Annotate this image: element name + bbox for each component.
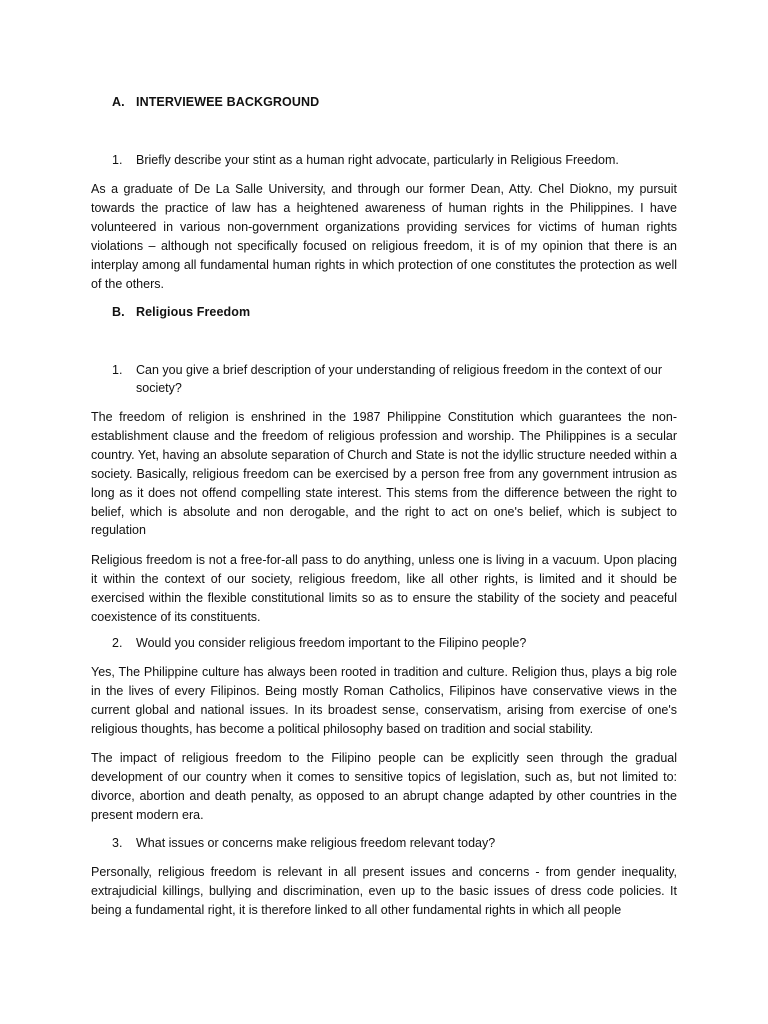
section-a-answer-1-paragraph-1: As a graduate of De La Salle University, and through our former Dean, Atty. Chel Diokno, my pursuit towards the practice of law has a heightened awareness of human rights in the Philippines. I have volunteered in various non-government organizations providing services for victims of human rights violations – although not specifically focused on religious freedom, it is of my opinion that there is an interplay among all fundamental human rights in which protection of one constitutes the protection as well of the others. — [91, 182, 677, 291]
section-b-heading — [112, 305, 250, 319]
section-b-question-1 — [112, 361, 678, 397]
section-b-answer-3-paragraph-1: Personally, religious freedom is relevant in all present issues and concerns - from gender inequality, extrajudicial killings, bullying and discrimination, even up to the basic issues of dress code policies. It being a fundamental right, it is therefore linked to all other fundamental rights in which all people — [91, 865, 677, 917]
section-b-answer-2-paragraph-2: The impact of religious freedom to the Filipino people can be explicitly seen through the gradual development of our country when it comes to sensitive topics of legislation, such as, but not limited to: divorce, abortion and death penalty, as opposed to an abrupt change adapted by other countries in the present modern era. — [91, 751, 677, 822]
section-a-heading — [112, 95, 319, 109]
section-a-question-1 — [112, 151, 678, 169]
question-text: Would you consider religious freedom important to the Filipino people? — [136, 636, 527, 650]
section-b-title: Religious Freedom — [136, 305, 251, 319]
section-b-question-3 — [112, 834, 678, 852]
section-b-answer-1-paragraph-2: Religious freedom is not a free-for-all pass to do anything, unless one is living in a vacuum. Upon placing it within the context of our society, religious freedom, like all other rights, is limited and it should be exercised within the flexible constitutional limits so as to ensure the stability of the society and peaceful coexistence of its constituents. — [91, 553, 677, 624]
question-text: What issues or concerns make religious freedom relevant today? — [136, 836, 496, 850]
question-text: Can you give a brief description of your understanding of religious freedom in the context of our society? — [136, 363, 663, 395]
question-text: Briefly describe your stint as a human right advocate, particularly in Religious Freedom. — [136, 153, 619, 167]
section-a-title: INTERVIEWEE BACKGROUND — [136, 95, 320, 109]
question-number: 1. — [112, 363, 123, 377]
question-number: 2. — [112, 636, 123, 650]
section-b-letter: B. — [112, 305, 125, 319]
section-b-answer-2-paragraph-1: Yes, The Philippine culture has always been rooted in tradition and culture. Religion thus, plays a big role in the lives of every Filipinos. Being mostly Roman Catholics, Filipinos have conservative views in the current global and national issues. In its broadest sense, conservatism, arising from exercise of one's religious thoughts, has become a political philosophy based on tradition and social stability. — [91, 665, 677, 736]
question-number: 3. — [112, 836, 123, 850]
question-number: 1. — [112, 153, 123, 167]
section-b-answer-1-paragraph-1: The freedom of religion is enshrined in the 1987 Philippine Constitution which guarantees the non-establishment clause and the freedom of religious profession and worship. The Philippines is a secular country. Yet, having an absolute separation of Church and State is not the idyllic structure needed within a society. Basically, religious freedom can be exercised by a person free from any government intrusion as long as it does not offend compelling state interest. This stems from the difference between the right to belief, which is absolute and non derogable, and the right to act on one's belief, which is subject to regulation — [91, 410, 677, 538]
section-a-letter: A. — [112, 95, 125, 109]
section-b-question-2 — [112, 634, 678, 652]
